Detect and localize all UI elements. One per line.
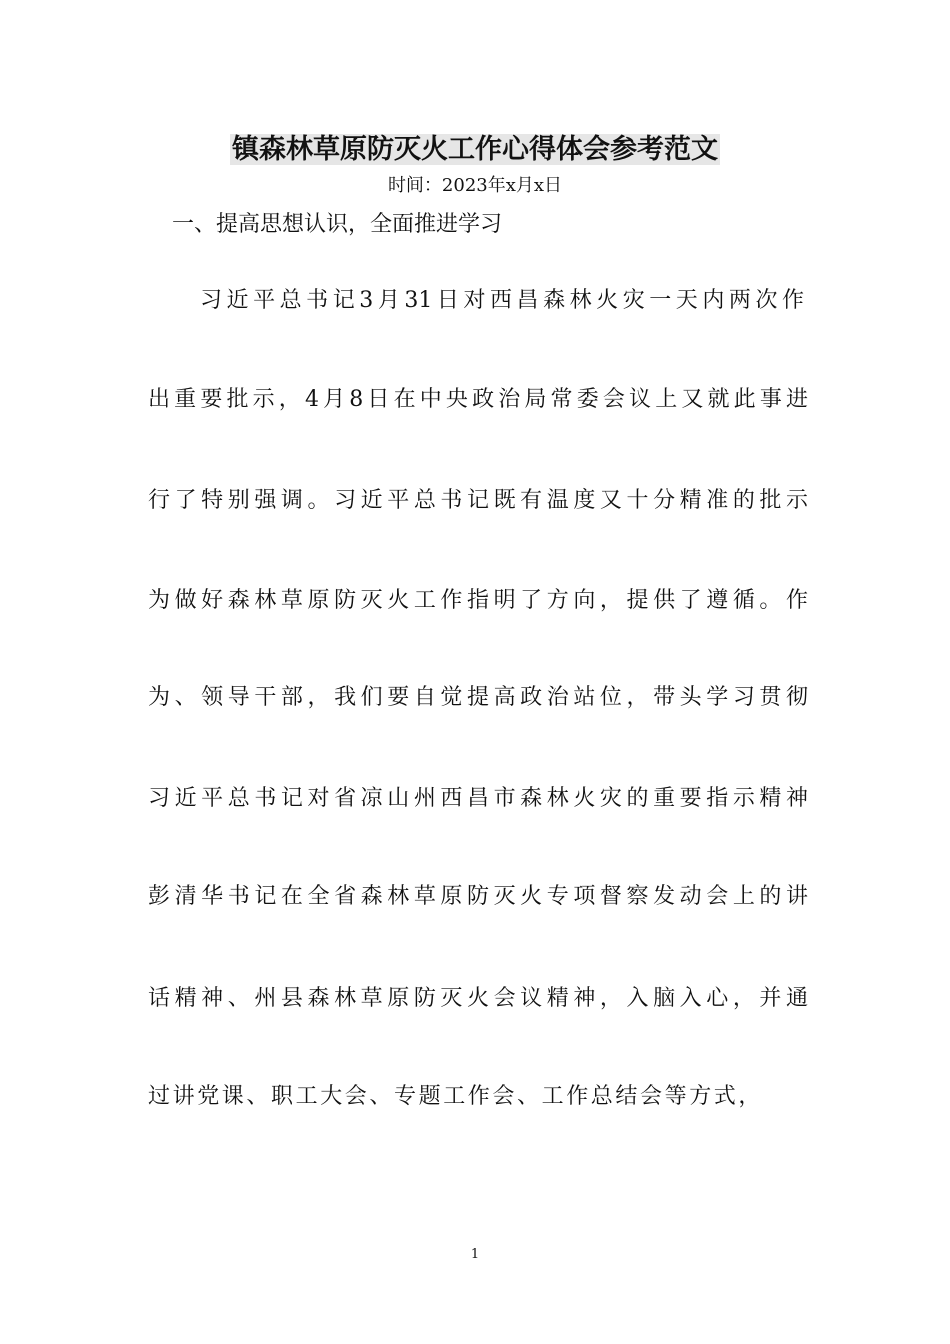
paragraph-line: 出重要批示，4月8日在中央政治局常委会议上又就此事进 (148, 387, 808, 412)
paragraph-line: 习近平总书记对省凉山州西昌市森林火灾的重要指示精神 (148, 786, 808, 811)
paragraph-line: 彭清华书记在全省森林草原防灭火专项督察发动会上的讲 (148, 884, 808, 909)
paragraph-line: 话精神、州县森林草原防灭火会议精神，入脑入心，并通 (148, 986, 808, 1011)
document-title (0, 131, 950, 169)
document-date: 时间：2023年x月x日 (387, 175, 563, 196)
paragraph-line: 过讲党课、职工大会、专题工作会、工作总结会等方式， (148, 1084, 764, 1109)
paragraph-line: 行了特别强调。习近平总书记既有温度又十分精准的批示 (148, 488, 808, 513)
document-title-text: 镇森林草原防灭火工作心得体会参考范文 (232, 134, 718, 165)
page-number: 1 (470, 1247, 480, 1262)
paragraph-line: 为、领导干部，我们要自觉提高政治站位，带头学习贯彻 (148, 685, 808, 710)
section-heading: 一、提高思想认识，全面推进学习 (172, 212, 503, 237)
paragraph-line: 习近平总书记3月31日对西昌森林火灾一天内两次作 (200, 288, 804, 313)
paragraph-line: 为做好森林草原防灭火工作指明了方向，提供了遵循。作 (148, 588, 808, 613)
